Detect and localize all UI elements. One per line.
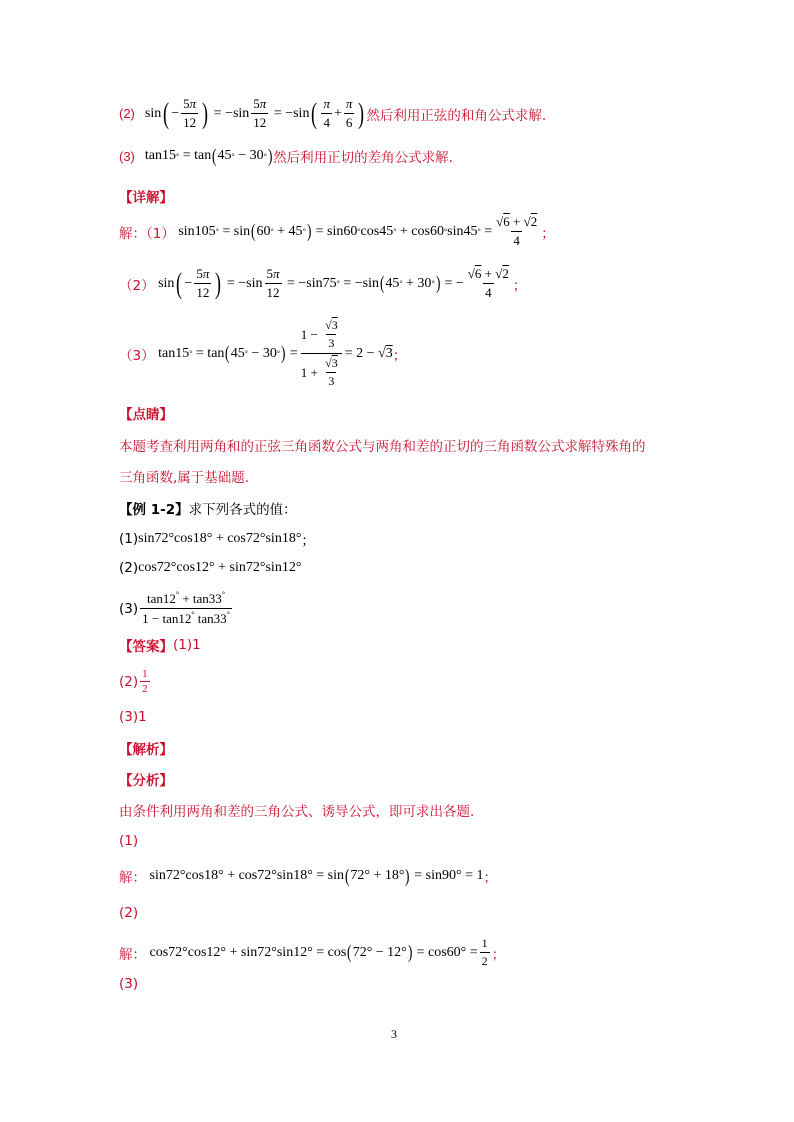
question-label: (2) [119, 560, 139, 576]
formula: sin105 ° = sin ( 60 ° + 45 ° ) = sin60 ° cos45 ° + cos60 ° sin45 ° = $\frac{√6 + √2}{4}$ [174, 214, 538, 248]
formula: sin ( − $\frac{5\pi}{12}$ ) = −sin $\frac{5\pi}{12}$ = −sin ( $\frac{\pi}{4}$ + $\frac{\pi}{6}$ ) [144, 96, 365, 130]
formula: cos72°cos12° + sin72°sin12° [138, 560, 302, 575]
dianjing-text-1 [119, 435, 646, 455]
part-2-solution [119, 936, 505, 969]
part-label: (1) [119, 833, 139, 849]
hint-label: (2) [119, 106, 135, 121]
answer-heading: 【答案】 [119, 639, 173, 655]
hint-line-3 [119, 146, 453, 166]
answer-1: (1)1 [173, 637, 201, 653]
solution-prefix: 解：（1） [119, 225, 175, 242]
solution-prefix: 解： [119, 946, 146, 963]
answer-3-text: (3)1 [119, 709, 147, 725]
solution-prefix: （2） [119, 277, 155, 294]
semicolon: ； [301, 533, 315, 549]
hint-line-2 [119, 96, 546, 131]
dianjing-text-2 [119, 466, 249, 486]
paragraph: 三角函数,属于基础题. [119, 470, 250, 486]
formula: tan15 ° = tan ( 45 ° − 30 ° ) = 1 − $\frac{√3}{3}$ 1 + $\frac{√3}{3}$ = 2 − √ 3 [154, 318, 393, 388]
semicolon: ； [541, 225, 555, 242]
hint-note: 然后利用正切的差角公式求解. [273, 150, 453, 166]
section-fenxi [119, 769, 173, 789]
answer-3 [119, 709, 147, 725]
semicolon: ； [491, 946, 506, 963]
answer-label: (2) [119, 673, 139, 690]
question-3 [119, 590, 234, 627]
hint-label: (3) [119, 148, 135, 164]
paragraph: 本题考查利用两角和的正弦三角函数公式与两角和差的正切的三角函数公式求解特殊角的 [119, 439, 646, 455]
example-text: 求下列各式的值： [188, 502, 297, 518]
formula: sin72°cos18° + cos72°sin18° = sin ( 72° + 18° ) = sin90° = 1 [146, 865, 484, 887]
formula: sin ( − $\frac{5\pi}{12}$ ) = −sin $\frac{5\pi}{12}$ = −sin75 ° = −sin ( 45 ° + 30 ° ) = − $\frac{√6 + √2}{4}$ [154, 266, 509, 300]
answer-2 [119, 668, 152, 695]
example-title: 【例 1-2】 [119, 502, 189, 518]
part-label: (2) [119, 905, 139, 921]
question-label: (3) [119, 600, 139, 617]
section-heading: 【解析】 [119, 742, 173, 758]
part-3-label [119, 976, 138, 992]
semicolon: ； [392, 347, 407, 364]
solution-prefix: 解： [119, 870, 146, 886]
formula: tan15 ° = tan ( 45 ° − 30 ° ) [144, 145, 273, 167]
section-heading: 【分析】 [119, 773, 173, 789]
solution-1 [119, 214, 555, 249]
part-1-label [119, 833, 138, 849]
formula: $\frac{\tan 12^\circ + \tan 33^\circ}{1 - \tan 12^\circ \tan 33^\circ}$ [142, 590, 230, 626]
solution-2 [119, 266, 526, 301]
formula: $\frac{1}{2}$ [142, 668, 148, 695]
question-label: (1) [119, 531, 139, 547]
paragraph: 由条件利用两角和差的三角公式、诱导公式，即可求出各题. [119, 804, 475, 820]
semicolon: ； [483, 870, 498, 886]
section-heading: 【详解】 [119, 190, 173, 206]
part-1-solution [119, 866, 497, 886]
page-number: 3 [391, 1027, 397, 1041]
section-detail [119, 186, 173, 206]
formula: cos72°cos12° + sin72°sin12° = cos ( 72° − 12° ) = cos60° = $\frac{1}{2}$ [146, 936, 488, 968]
part-label: (3) [119, 976, 139, 992]
semicolon: ； [512, 277, 527, 294]
section-dianjing [119, 403, 173, 423]
formula: sin72°cos18° + cos72°sin18° [138, 531, 302, 546]
fenxi-text [119, 800, 474, 820]
section-jiexi [119, 738, 173, 758]
question-2 [119, 560, 301, 576]
example-heading [119, 498, 297, 518]
part-2-label [119, 905, 138, 921]
answer-line [119, 635, 201, 655]
question-1 [119, 529, 315, 549]
solution-prefix: （3） [119, 347, 155, 364]
hint-note: 然后利用正弦的和角公式求解. [366, 107, 547, 124]
section-heading: 【点睛】 [119, 407, 173, 423]
solution-3 [119, 318, 406, 389]
